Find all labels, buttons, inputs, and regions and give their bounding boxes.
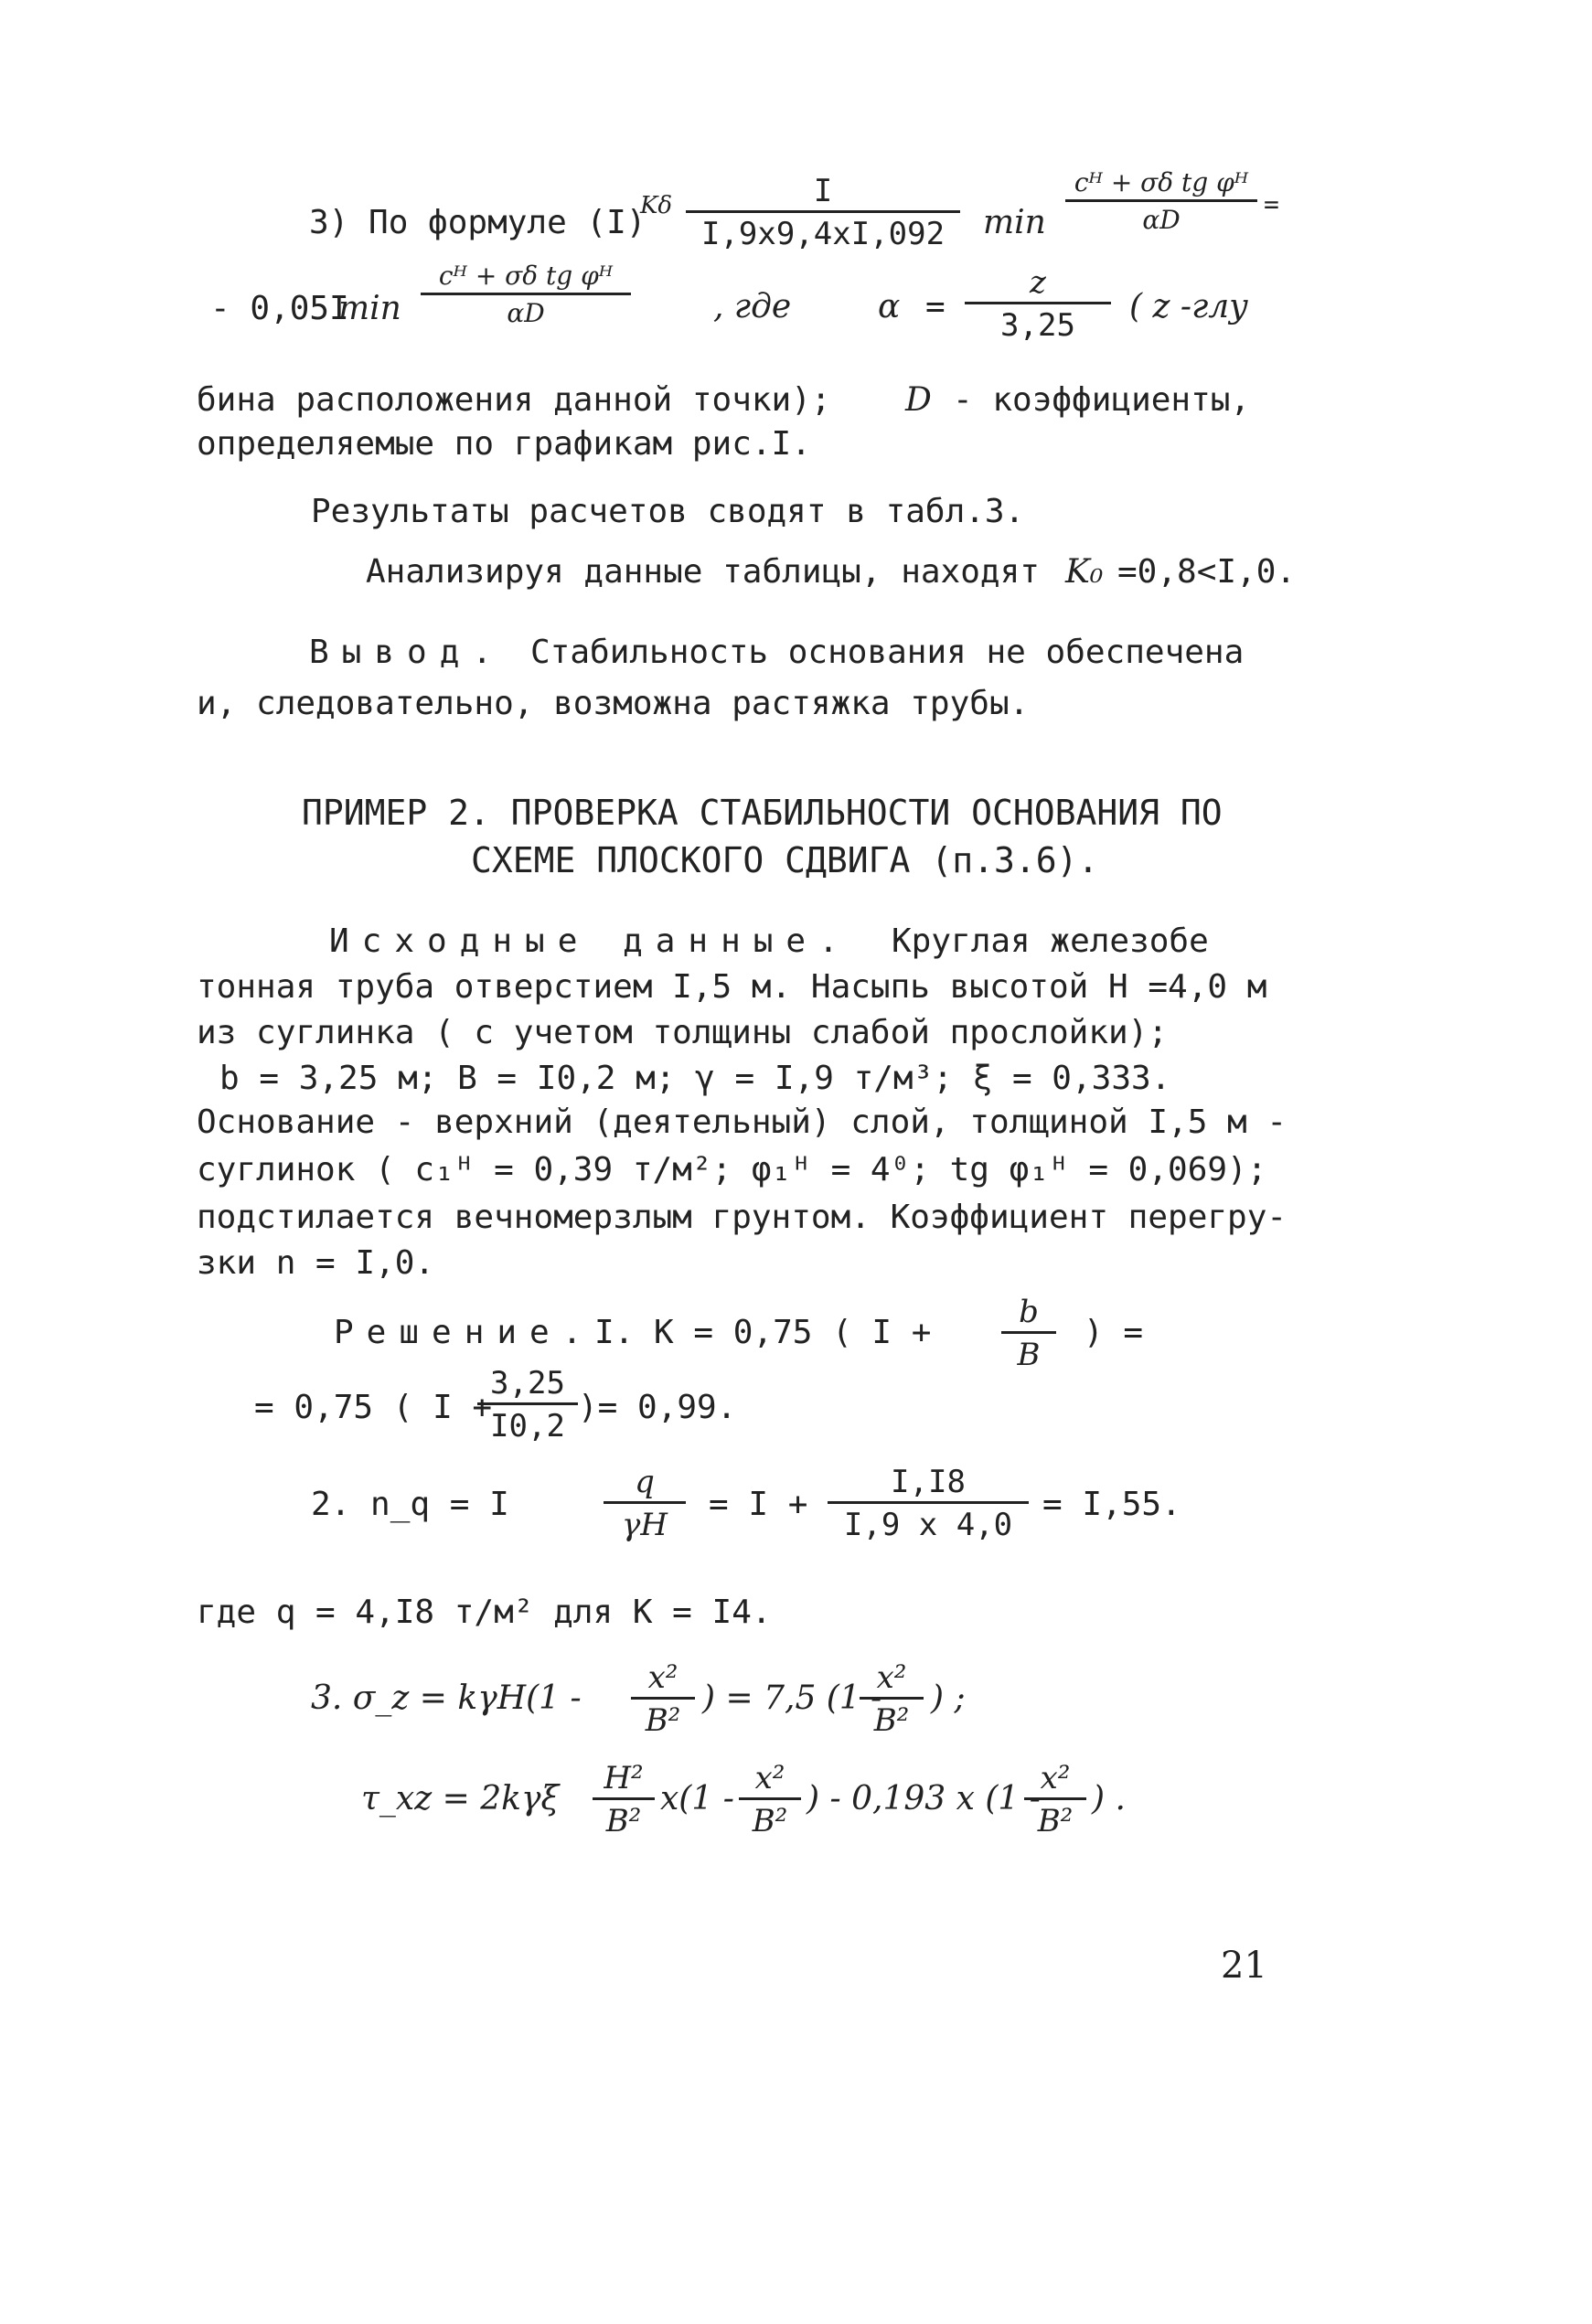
fraction-2-denominator: αD [1142, 205, 1181, 235]
equals-sign: = [1264, 189, 1279, 219]
text-line: подстилается вечномерзлым грунтом. Коэффициент перегру- [197, 1199, 1287, 1236]
step-2-fraction-numerator: q [604, 1466, 686, 1504]
step-3-a: 3. σ_z = kγH(1 - [311, 1679, 582, 1717]
fraction-1 [686, 173, 960, 252]
text-line: Круглая железобе [892, 922, 1209, 960]
step-4-fraction-numerator: H² [593, 1763, 655, 1800]
fraction-1-numerator: I [686, 176, 960, 213]
step-1-fraction [1001, 1294, 1056, 1373]
step-1-fraction-2-numerator: 3,25 [477, 1368, 578, 1405]
step-1-fraction-denominator: B [1017, 1337, 1041, 1373]
text-line: Стабильность основания не обеспечена [530, 634, 1245, 671]
step-3-c: ) ; [931, 1679, 966, 1717]
step-1-c: = 0,75 ( I + [254, 1389, 493, 1426]
text-line: Результаты расчетов сводят в табл.3. [311, 493, 1025, 530]
k0-symbol: K₀ [1065, 553, 1104, 591]
step-1-d: )= 0,99. [578, 1389, 737, 1426]
fraction-1-denominator: I,9x9,4xI,092 [700, 216, 946, 252]
step-2-fraction-denominator: γH [622, 1507, 668, 1543]
text-line: зки n = I,0. [197, 1244, 435, 1282]
step-4-fraction [593, 1760, 655, 1839]
solution-label: Решение. [334, 1314, 595, 1351]
step-2-fraction [604, 1464, 686, 1543]
step-4-fraction-2-numerator: x² [739, 1763, 801, 1800]
where-line: где q = 4,I8 т/м² для K = I4. [197, 1594, 772, 1631]
step-1-fraction-2 [477, 1365, 578, 1445]
text-line: Анализируя данные таблицы, находят [366, 553, 1040, 591]
step-2-fraction-2-numerator: I,I8 [828, 1466, 1029, 1504]
step-1-b: ) = [1084, 1314, 1144, 1351]
step-2-fraction-2 [828, 1464, 1029, 1543]
section-heading-line2: СХЕМЕ ПЛОСКОГО СДВИГА (п.3.6). [471, 840, 1099, 880]
step-3-fraction-2-denominator: B² [873, 1702, 910, 1739]
step-4-fraction-2 [739, 1760, 801, 1839]
text-line: b = 3,25 м; B = I0,2 м; γ = I,9 т/м³; ξ = 0,333. [219, 1060, 1171, 1097]
fraction-2-numerator: cᴴ + σδ tg φᴴ [1065, 170, 1257, 202]
min-word-2: min [338, 290, 401, 327]
step-4-c: ) - 0,193 x (1 - [807, 1780, 1041, 1818]
equals-sign-2: = [925, 288, 946, 325]
text-line: =0,8<I,0. [1117, 553, 1297, 591]
depth-note: ( z -глу [1129, 288, 1249, 325]
min-word: min [983, 204, 1046, 241]
step-3-fraction-denominator: B² [645, 1702, 681, 1739]
text-line: тонная труба отверстием I,5 м. Насыпь высотой H =4,0 м [197, 968, 1267, 1006]
page-number: 21 [1221, 1945, 1267, 1987]
fraction-4 [965, 264, 1111, 344]
d-symbol: D [905, 381, 932, 419]
fraction-3-numerator: cᴴ + σδ tg φᴴ [421, 263, 631, 295]
line2-start: - 0,05I [210, 290, 349, 327]
step-4-fraction-3-denominator: B² [1037, 1803, 1074, 1839]
text-line: - коэффициенты, [953, 381, 1251, 419]
section-heading-line1: ПРИМЕР 2. ПРОВЕРКА СТАБИЛЬНОСТИ ОСНОВАНИЯ ПО [302, 793, 1223, 833]
text-line: определяемые по графикам рис.I. [197, 425, 811, 463]
where-word: , где [713, 288, 792, 325]
step-2-c: = I,55. [1042, 1486, 1181, 1523]
text-line: Основание - верхний (деятельный) слой, толщиной I,5 м - [197, 1103, 1287, 1141]
step-3-fraction-numerator: x² [631, 1662, 695, 1700]
text-line: и, следовательно, возможна растяжка трубы. [197, 685, 1030, 722]
step-3-fraction-2 [860, 1659, 924, 1739]
formula-intro: 3) По формуле (I) [309, 204, 646, 241]
text-line: из суглинка ( с учетом толщины слабой прослойки); [197, 1014, 1169, 1051]
fraction-4-numerator: z [965, 267, 1111, 304]
step-1-a: I. K = 0,75 ( I + [594, 1314, 932, 1351]
step-4-fraction-denominator: B² [605, 1803, 642, 1839]
k-label: Kδ [640, 192, 673, 219]
step-4-b: x(1 - [660, 1780, 734, 1818]
step-4-fraction-3-numerator: x² [1024, 1763, 1086, 1800]
initial-data-label: Исходные данные. [329, 922, 851, 960]
step-2-fraction-2-denominator: I,9 x 4,0 [843, 1507, 1013, 1543]
fraction-3-denominator: αD [507, 298, 545, 328]
step-4-fraction-3 [1024, 1760, 1086, 1839]
conclusion-label: Вывод. [309, 634, 506, 671]
fraction-4-denominator: 3,25 [1000, 307, 1075, 344]
step-1-fraction-2-denominator: I0,2 [490, 1408, 565, 1445]
step-2-b: = I + [709, 1486, 808, 1523]
text-line: бина расположения данной точки); [197, 381, 831, 419]
text-line: суглинок ( c₁ᴴ = 0,39 т/м²; φ₁ᴴ = 4⁰; tg φ₁ᴴ = 0,069); [197, 1151, 1267, 1189]
step-4-a: τ_xz = 2kγξ [361, 1780, 560, 1818]
step-3-fraction [631, 1659, 695, 1739]
alpha-symbol: α [878, 288, 901, 325]
step-4-d: ) . [1092, 1780, 1126, 1818]
step-4-fraction-2-denominator: B² [752, 1803, 788, 1839]
fraction-2 [1065, 167, 1257, 235]
step-2-a: 2. n_q = I [311, 1486, 509, 1523]
step-3-b: ) = 7,5 (1 - [702, 1679, 882, 1717]
fraction-3 [421, 263, 631, 326]
step-3-fraction-2-numerator: x² [860, 1662, 924, 1700]
step-1-fraction-numerator: b [1001, 1296, 1056, 1334]
